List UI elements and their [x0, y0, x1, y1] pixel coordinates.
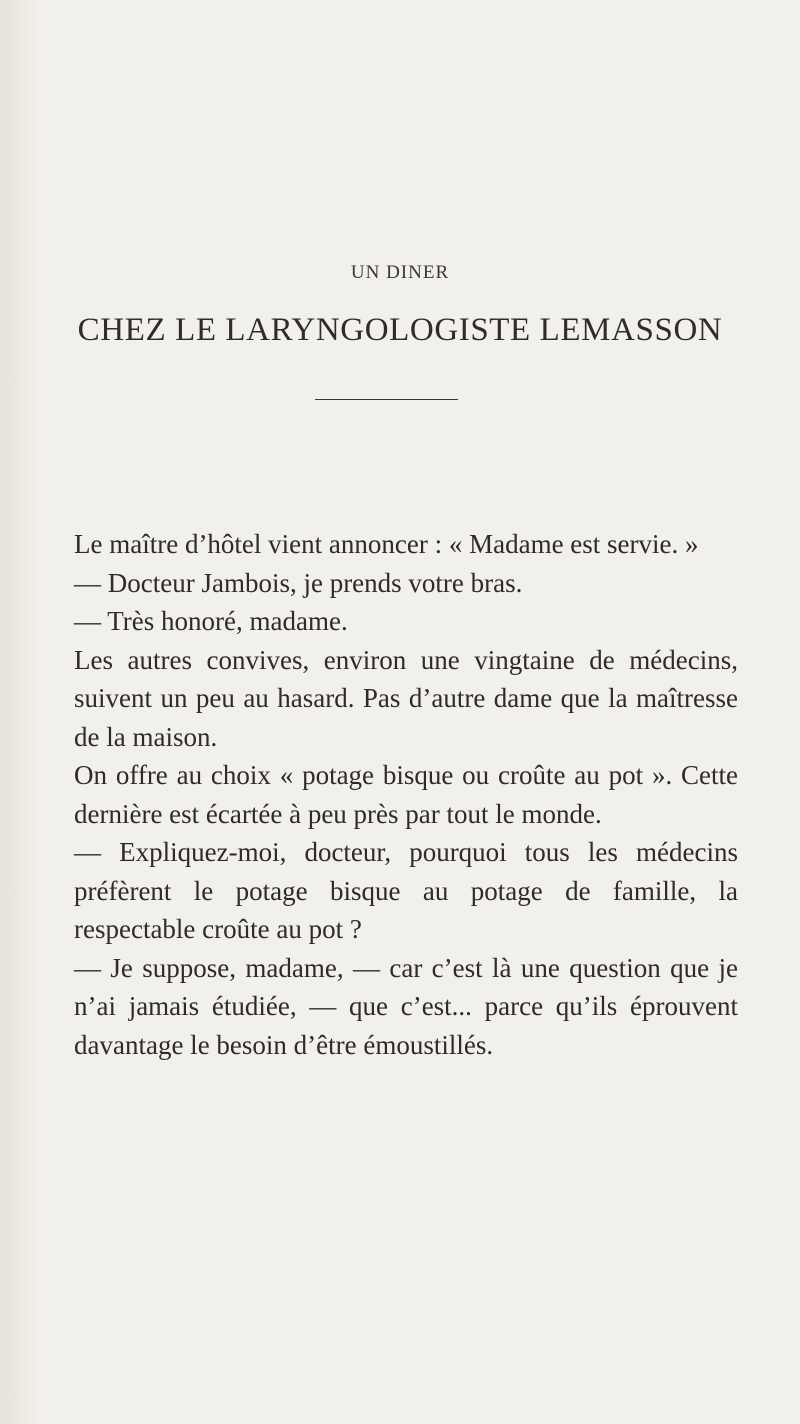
paragraph-5: On offre au choix « potage bisque ou croûte au pot ». Cette dernière est écartée à peu près par tout le monde.	[74, 760, 738, 829]
chapter-subheading: UN DINER	[350, 262, 450, 283]
chapter-title: CHEZ LE LARYNGOLOGISTE LEMASSON	[77, 312, 723, 348]
title-divider	[315, 399, 458, 400]
chapter-body	[74, 525, 738, 1064]
paragraph-2: — Docteur Jambois, je prends votre bras.	[74, 567, 523, 598]
paragraph-1: Le maître d’hôtel vient annoncer : « Madame est servie. »	[74, 529, 699, 559]
paragraph-6: — Expliquez-moi, docteur, pourquoi tous les médecins préfèrent le potage bisque au potage de famille, la respectable croûte au pot ?	[74, 837, 738, 944]
paragraph-7: — Je suppose, madame, — car c’est là une question que je n’ai jamais étudiée, — que c’est... parce qu’ils éprouvent davantage le besoin d’être émoustillés.	[74, 952, 738, 1060]
paragraph-3: — Très honoré, madame.	[74, 606, 348, 636]
paragraph-4: Les autres convives, environ une vingtaine de médecins, suivent un peu au hasard. Pas d’autre dame que la maîtresse de la maison.	[74, 644, 738, 752]
